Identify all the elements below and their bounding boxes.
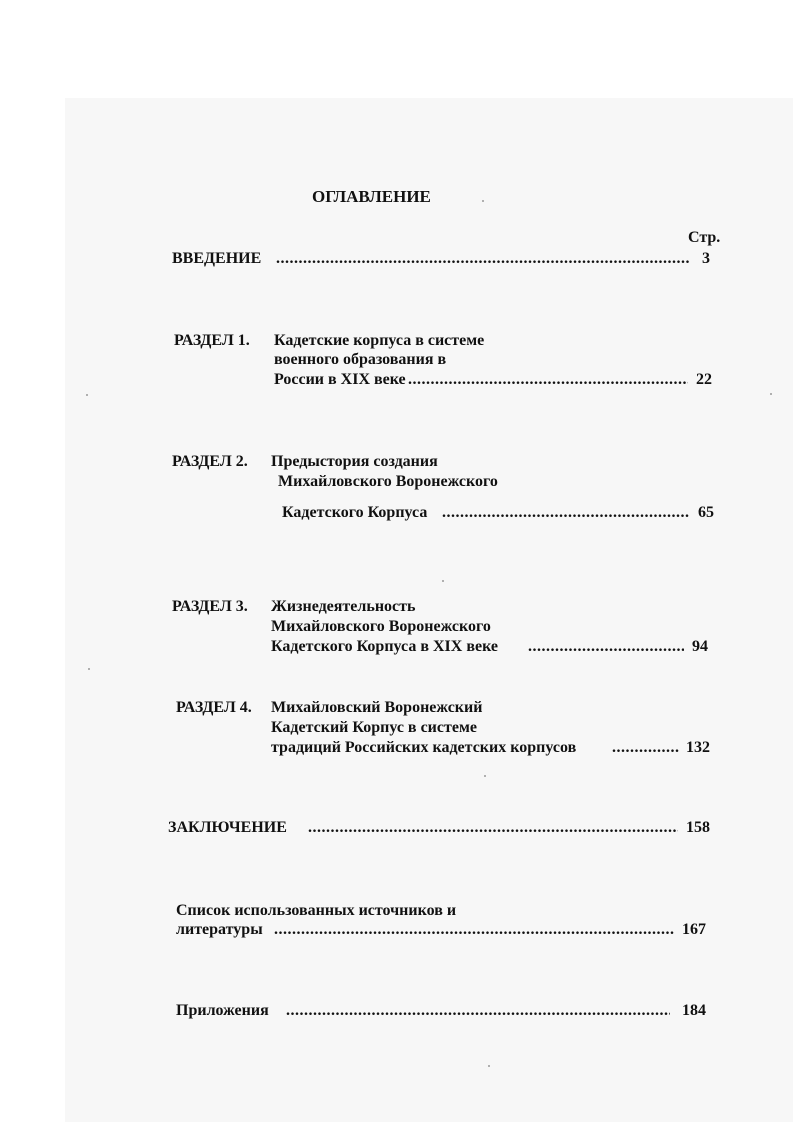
dot-leader [528,637,684,657]
section-title-line: Михайловский Воронежский [271,699,483,716]
section-number: РАЗДЕЛ 4. [176,699,252,716]
page-column-label: Стр. [688,229,721,246]
section-title-line: Кадетские корпуса в системе [274,332,485,349]
section-title-line: Жизнедеятельность [271,598,416,615]
entry-page-number: 158 [686,819,710,836]
entry-page-number: 22 [696,371,712,388]
section-number: РАЗДЕЛ 2. [172,453,248,470]
entry-label-line: литературы [176,921,263,938]
dot-leader [286,1001,670,1021]
scan-speck [442,580,444,582]
section-title-line: России в XIX веке [274,371,406,388]
entry-page-number: 65 [698,504,714,521]
toc-title: ОГЛАВЛЕНИЕ [312,187,431,206]
section-title-line: Кадетский Корпус в системе [271,719,477,736]
section-number: РАЗДЕЛ 3. [172,598,248,615]
section-title-line: Михайловского Воронежского [278,473,498,490]
entry-page-number: 167 [682,921,706,938]
scan-speck [88,668,90,670]
section-title-line: Предыстория создания [271,453,438,470]
dot-leader [612,738,680,758]
section-title-line: Михайловского Воронежского [271,618,491,635]
section-title-line: традиций Российских кадетских корпусов [271,739,577,756]
entry-page-number: 94 [692,638,708,655]
dot-leader [408,370,688,390]
scan-speck [86,394,88,396]
scan-speck [482,200,484,202]
dot-leader [308,818,678,838]
dot-leader [442,503,690,523]
section-title-line: военного образования в [274,351,447,368]
section-title-line: Кадетского Корпуса в XIX веке [271,638,498,655]
entry-page-number: 3 [702,250,710,267]
entry-label-line: Список использованных источников и [176,902,457,919]
section-number: РАЗДЕЛ 1. [174,332,250,349]
section-title-line: Кадетского Корпуса [282,504,428,521]
entry-label: Приложения [176,1002,269,1019]
dot-leader [276,249,690,269]
entry-label: ВВЕДЕНИЕ [172,250,262,267]
dot-leader [274,920,674,940]
entry-page-number: 184 [682,1002,706,1019]
scan-speck [488,1065,490,1067]
scan-speck [770,393,772,395]
scan-speck [484,775,486,777]
entry-label: ЗАКЛЮЧЕНИЕ [168,819,287,836]
entry-page-number: 132 [686,739,710,756]
